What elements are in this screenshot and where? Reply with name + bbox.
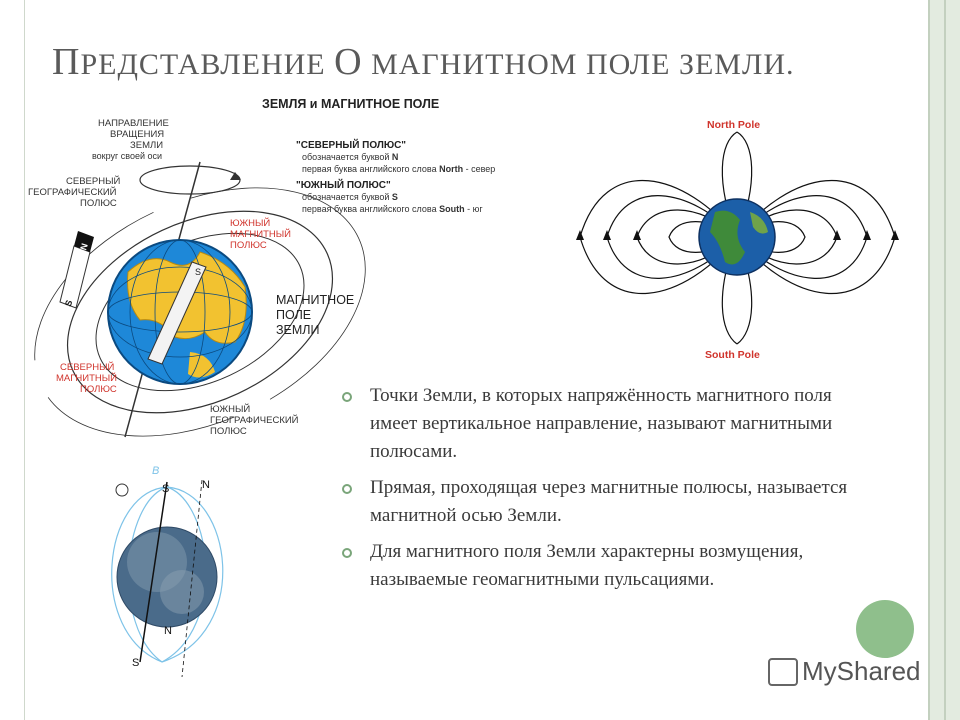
slides-icon — [768, 658, 798, 686]
svg-text:обозначается буквой N: обозначается буквой N — [302, 152, 399, 162]
magnet-n-label: N — [78, 242, 90, 252]
rotation-label-4: вокруг своей оси — [92, 151, 163, 161]
page-title: ПРЕДСТАВЛЕНИЕ О МАГНИТНОМ ПОЛЕ ЗЕМЛИ. — [52, 41, 795, 83]
south-geo-label-3: ПОЛЮС — [210, 426, 247, 437]
north-pole-label: North Pole — [707, 119, 761, 131]
svg-text:первая буква английского слова: первая буква английского слова North - север — [302, 164, 496, 174]
n-top-label: N — [202, 479, 210, 491]
watermark-text: MyShared — [802, 656, 921, 686]
north-mag-label-2: МАГНИТНЫЙ — [56, 373, 117, 384]
south-pole-title: "ЮЖНЫЙ ПОЛЮС" — [296, 180, 391, 191]
decorative-circle — [856, 600, 914, 658]
bullet-icon — [342, 548, 352, 558]
field-label-2: ПОЛЕ — [276, 308, 312, 322]
north-geo-label-3: ПОЛЮС — [80, 198, 117, 209]
north-mag-label-1: СЕВЕРНЫЙ — [60, 362, 115, 373]
south-mag-label-3: ПОЛЮС — [230, 240, 267, 251]
axis-s-label: S — [195, 267, 202, 277]
field-label-3: ЗЕМЛИ — [276, 323, 320, 337]
bullet-item: Точки Земли, в которых напряжённость магнитного поля имеет вертикальное направление, называют магнитными полюсами. — [342, 382, 862, 466]
s-top-label: S — [162, 483, 170, 495]
dipole-field-diagram — [565, 112, 915, 362]
b-label: B — [152, 465, 160, 477]
n-bottom-label: N — [164, 625, 172, 637]
bullet-item: Для магнитного поля Земли характерны возмущения, называемые геомагнитными пульсациями. — [342, 538, 862, 594]
south-mag-label-1: ЮЖНЫЙ — [230, 218, 271, 229]
rotation-label-3: ЗЕМЛИ — [130, 140, 164, 151]
rotation-label-2: ВРАЩЕНИЯ — [110, 129, 165, 140]
bullet-list — [342, 382, 862, 602]
bullet-icon — [342, 484, 352, 494]
slide-right-border-line — [944, 0, 946, 720]
bar-magnet-icon — [60, 231, 94, 308]
field-label-1: МАГНИТНОЕ — [276, 293, 355, 307]
svg-text:обозначается буквой S: обозначается буквой S — [302, 192, 398, 202]
slide-left-border — [24, 0, 25, 720]
bullet-item: Прямая, проходящая через магнитные полюсы, называется магнитной осью Земли. — [342, 474, 862, 530]
south-mag-label-2: МАГНИТНЫЙ — [230, 229, 291, 240]
tilted-earth-diagram — [92, 462, 262, 692]
rotation-label-1: НАПРАВЛЕНИЕ — [98, 118, 169, 129]
s-bottom-label: S — [132, 657, 140, 669]
south-pole-label: South Pole — [705, 349, 760, 361]
south-geo-label-2: ГЕОГРАФИЧЕСКИЙ — [210, 415, 299, 426]
bullet-icon — [342, 392, 352, 402]
north-mag-label-3: ПОЛЮС — [80, 384, 117, 395]
north-pole-title: "СЕВЕРНЫЙ ПОЛЮС" — [296, 140, 407, 151]
north-geo-label-1: СЕВЕРНЫЙ — [66, 176, 121, 187]
svg-text:первая буква английского слова: первая буква английского слова South - юг — [302, 204, 483, 214]
earth-globe-icon — [699, 199, 775, 275]
diagram-heading: ЗЕМЛЯ и МАГНИТНОЕ ПОЛЕ — [262, 97, 440, 111]
watermark[interactable] — [768, 656, 921, 687]
north-geo-label-2: ГЕОГРАФИЧЕСКИЙ — [28, 187, 117, 198]
south-geo-label-1: ЮЖНЫЙ — [210, 404, 251, 415]
magnet-s-label: S — [62, 298, 75, 308]
